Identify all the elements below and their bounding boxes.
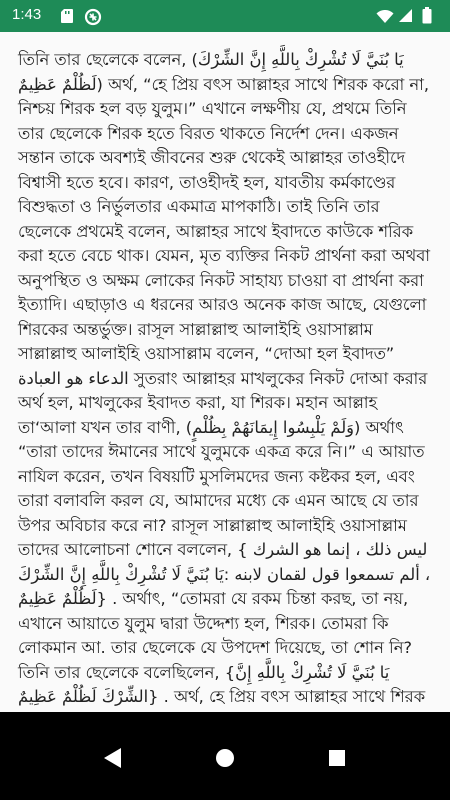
signal-icon [398, 8, 413, 27]
article-scroll-area[interactable] [0, 32, 450, 712]
data-saver-icon [84, 8, 102, 30]
navigation-bar [0, 712, 450, 800]
recents-icon[interactable] [317, 738, 357, 778]
article-text: তিনি তার ছেলেকে বলেন, (يَا بُنَيَّ لَا تُشْرِكْ بِاللَّهِ إِنَّ الشِّرْكَ لَظُلْمٌ عَظِيمٌ) অর্থ, “হে প্রিয় বৎস আল্লাহর সাথে শিরক করো না, নিশ্চয় শিরক হল বড় যুলুম।” এখানে লক্ষণীয় যে, প্রথমে তিনি তার ছেলেকে শিরক হতে বিরত থাকতে নির্দেশ দেন। একজন সন্তান তাকে অবশ্যই জীবনের শুরু থেকেই আল্লাহর তাওহীদে বিশ্বাসী হতে হবে। কারণ, তাওহীদই হল, যাবতীয় কর্মকাণ্ডের বিশুদ্ধতা ও নির্ভুলতার একমাত্র মাপকাঠি। তাই তিনি তার ছেলেকে প্রথমেই বলেন, আল্লাহর সাথে ইবাদতে কাউকে শরিক করা হতে বেচে থাক। যেমন, মৃত ব্যক্তির নিকট প্রার্থনা করা অথবা অনুপস্থিত ও অক্ষম লোকের নিকট সাহায্য চাওয়া বা প্রার্থনা করা ইত্যাদি। এছাড়াও এ ধরনের আরও অনেক কাজ আছে, যেগুলো শিরকের অন্তর্ভুক্ত। রাসূল সাল্লাল্লাহু আলাইহি ওয়াসাল্লাম সাল্লাল্লাহু আলাইহি ওয়াসাল্লাম বলেন, “দোআ হল ইবাদত” الدعاء هو العبادة সুতরাং আল্লাহর মাখলুকের নিকট দোআ করার অর্থ হল, মাখলুকের ইবাদত করা, যা শিরক। মহান আল্লাহ তা‘আলা যখন তার বাণী, (وَلَمْ يَلْبِسُوا إِيمَانَهُمْ بِظُلْمٍ) অর্থাৎ “তারা তাদের ঈমানের সাথে যুলুমকে একত্র করে নি।” এ আয়াত নাযিল করেন, তখন বিষয়টি মুসলিমদের জন্য কষ্টকর হল, এবং তারা বলাবলি করল যে, আমাদের মধ্যে কে এমন আছে যে তার উপর অবিচার করে না? রাসূল সাল্লাল্লাহু আলাইহি ওয়াসাল্লাম তাদের আলোচনা শোনে বললেন, { ليس ذلك ، إنما هو الشرك ، ألم تسمعوا قول لقمان لابنه :يَا بُنَيَّ لَا تُشْرِكْ بِاللَّهِ إِنَّ الشِّرْكَ لَظُلْمٌ عَظِيمٌ} . অর্থাৎ, “তোমরা যে রকম চিন্তা করছ, তা নয়, এখানে আয়াতে যুলুম দ্বারা উদ্দেশ্য হল, শিরক। তোমরা কি লোকমান আ. তার ছেলেকে যে উপদেশ দিয়েছে, তা শোন নি? তিনি তার ছেলেকে বলেছিলেন, {يَا بُنَيَّ لَا تُشْرِكْ بِاللَّهِ إِنَّ الشِّرْكَ لَظُلْمٌ عَظِيمٌ} . অর্থ, হে প্রিয় বৎস আল্লাহর সাথে শিরক [18, 50, 431, 706]
battery-icon [422, 7, 432, 28]
status-bar [0, 0, 450, 32]
home-icon[interactable] [205, 738, 245, 778]
wifi-icon [376, 9, 394, 28]
back-icon[interactable] [92, 738, 132, 778]
status-time: 1:43 [12, 6, 42, 23]
sd-card-icon [60, 8, 74, 28]
